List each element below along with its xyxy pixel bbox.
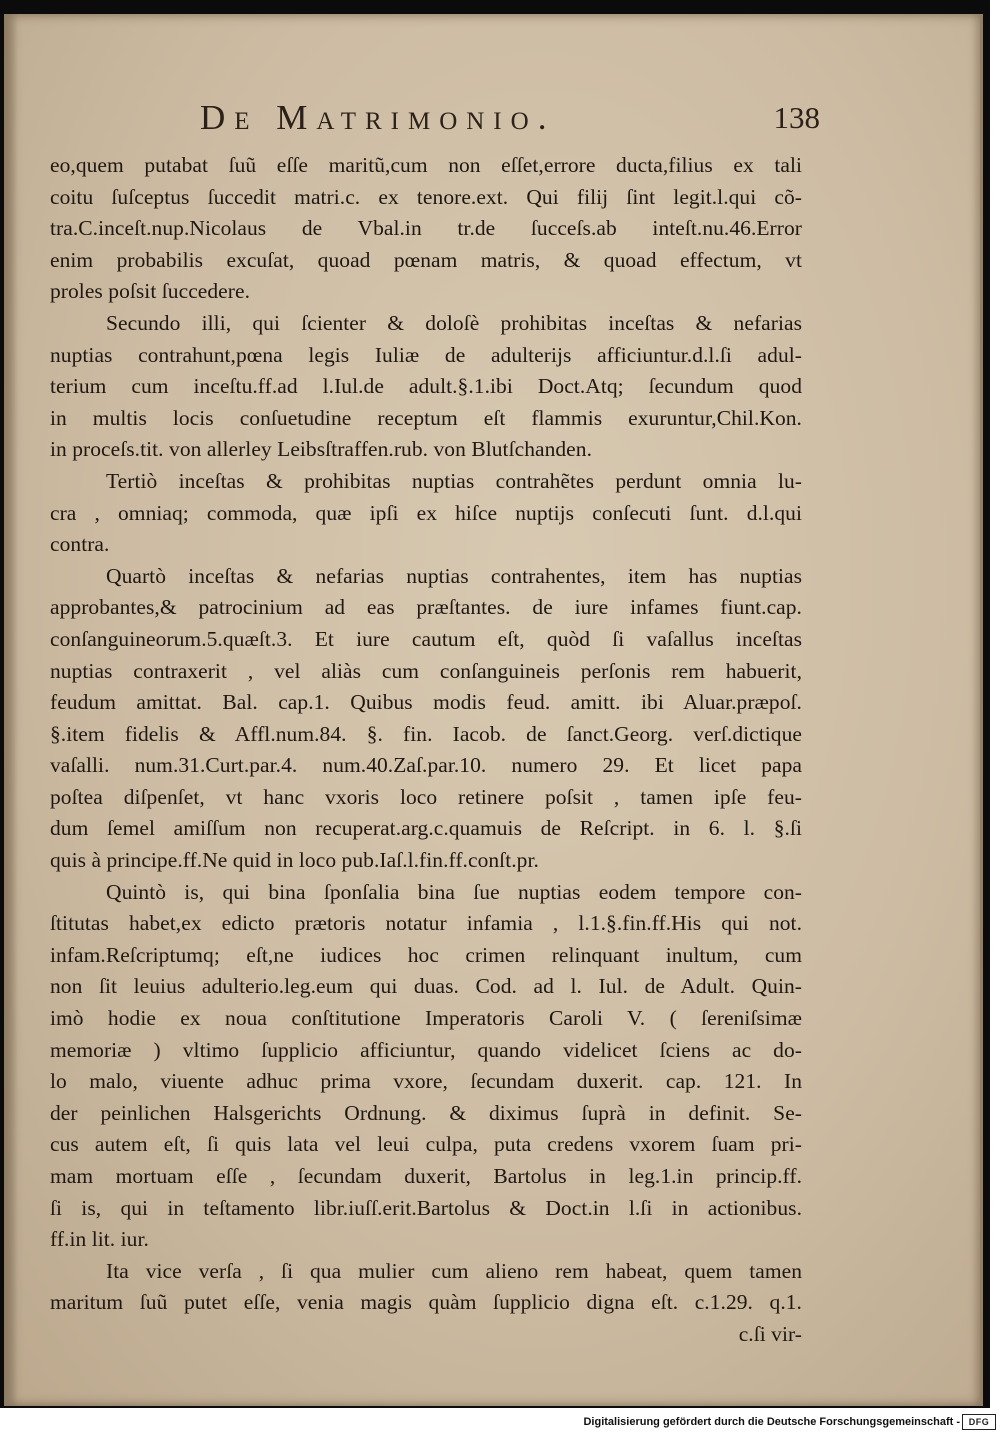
text-line: feudum amittat. Bal. cap.1. Quibus modis feud. amitt. ibi Aluar.præpoſ. [50,690,802,715]
text-line: non ſit leuius adulterio.leg.eum qui duas. Cod. ad l. Iul. de Adult. Quin- [50,974,802,999]
page-gutter [4,14,18,1406]
text-line: vaſalli. num.31.Curt.par.4. num.40.Zaſ.par.10. numero 29. Et licet papa [50,753,802,778]
text-line: memoriæ ) vltimo ſupplicio afficiuntur, quando videlicet ſciens ac do- [50,1037,802,1062]
text-line: poſtea diſpenſet, vt hanc vxoris loco retinere poſsit , tamen ipſe feu- [50,784,802,809]
text-line: Tertiò inceſtas & prohibitas nuptias contrahẽtes perdunt omnia lu- [106,468,802,493]
running-title: De Matrimonio. [200,98,556,137]
text-line: terium cum inceſtu.ff.ad l.Iul.de adult.§.1.ibi Doct.Atq; ſecundum quod [50,374,802,399]
text-line: tra.C.inceſt.nup.Nicolaus de Vbal.in tr.de ſucceſs.ab inteſt.nu.46.Error [50,216,802,241]
text-line: enim probabilis excuſat, quoad pœnam matris, & quoad effectum, vt [50,247,802,272]
text-line: ff.in lit. iur. [50,1227,149,1252]
text-line: Secundo illi, qui ſcienter & doloſè prohibitas inceſtas & nefarias [106,310,802,335]
text-line: lo malo, viuente adhuc prima vxore, ſecundam duxerit. cap. 121. In [50,1069,802,1094]
text-line: approbantes,& patrocinium ad eas præſtantes. de iure infames fiunt.cap. [50,595,802,620]
text-line: nuptias contraxerit , vel aliàs cum conſanguineis perſonis rem habuerit, [50,658,802,683]
text-line: c.ſi vir- [738,1321,802,1346]
text-line: coitu ſuſceptus ſuccedit matri.c. ex tenore.ext. Qui filij ſint legit.l.qui cõ- [50,184,802,209]
text-line: maritum ſuũ putet eſſe, venia magis quàm ſupplicio digna eſt. c.1.29. q.1. [50,1290,802,1315]
body-text [50,150,802,1351]
book-page [4,14,983,1406]
text-line: Ita vice verſa , ſi qua mulier cum alieno rem habeat, quem tamen [106,1258,802,1283]
text-line: ſtitutas habet,ex edicto prætoris notatur infamia , l.1.§.fin.ff.His qui not. [50,911,802,936]
text-line: imò hodie ex noua conſtitutione Imperatoris Caroli V. ( ſereniſsimæ [50,1006,802,1031]
dfg-logo-icon: DFG [962,1414,996,1430]
text-line: eo,quem putabat ſuũ eſſe maritũ,cum non eſſet,errore ducta,filius ex tali [50,153,802,177]
page-number: 138 [773,100,820,135]
text-line: der peinlichen Halsgerichts Ordnung. & diximus ſuprà in definit. Se- [50,1100,802,1125]
footer-bar [0,1414,1000,1432]
text-line: proles poſsit ſuccedere. [50,279,251,304]
page-header [200,98,820,142]
text-line: nuptias contrahunt,pœna legis Iuliæ de adulterijs afficiuntur.d.l.ſi adul- [50,342,802,367]
text-line: in proceſs.tit. von allerley Leibsſtraffen.rub. von Blutſchanden. [50,437,592,462]
text-line: cra , omniaq; commoda, quæ ipſi ex hiſce nuptijs conſecuti ſunt. d.l.qui [50,500,802,525]
funding-credit: Digitalisierung gefördert durch die Deutsche Forschungsgemeinschaft - [583,1416,960,1428]
text-line: infam.Reſcriptumq; eſt,ne iudices hoc crimen relinquant inultum, cum [50,942,802,967]
text-line: dum ſemel amiſſum non recuperat.arg.c.quamuis de Reſcript. in 6. l. §.ſi [50,816,802,841]
text-line: contra. [50,532,110,557]
text-line: mam mortuam eſſe , ſecundam duxerit, Bartolus in leg.1.in princip.ff. [50,1164,802,1188]
text-line: in multis locis conſuetudine receptum eſt flammis exuruntur,Chil.Kon. [50,405,802,430]
text-line: quis à principe.ff.Ne quid in loco pub.Iaſ.l.fin.ff.conſt.pr. [50,848,539,873]
text-line: ſi is, qui in teſtamento libr.iuſſ.erit.Bartolus & Doct.in l.ſi in actionibus. [50,1195,802,1220]
text-line: cus autem eſt, ſi quis lata vel leui culpa, puta credens vxorem ſuam pri- [50,1132,802,1157]
text-line: conſanguineorum.5.quæſt.3. Et iure cautum eſt, quòd ſi vaſallus inceſtas [50,626,802,651]
text-line: Quartò inceſtas & nefarias nuptias contrahentes, item has nuptias [106,563,802,588]
text-line: §.item fidelis & Affl.num.84. §. fin. Iacob. de ſanct.Georg. verſ.dictique [50,721,802,746]
text-line: Quintò is, qui bina ſponſalia bina ſue nuptias eodem tempore con- [106,879,802,904]
